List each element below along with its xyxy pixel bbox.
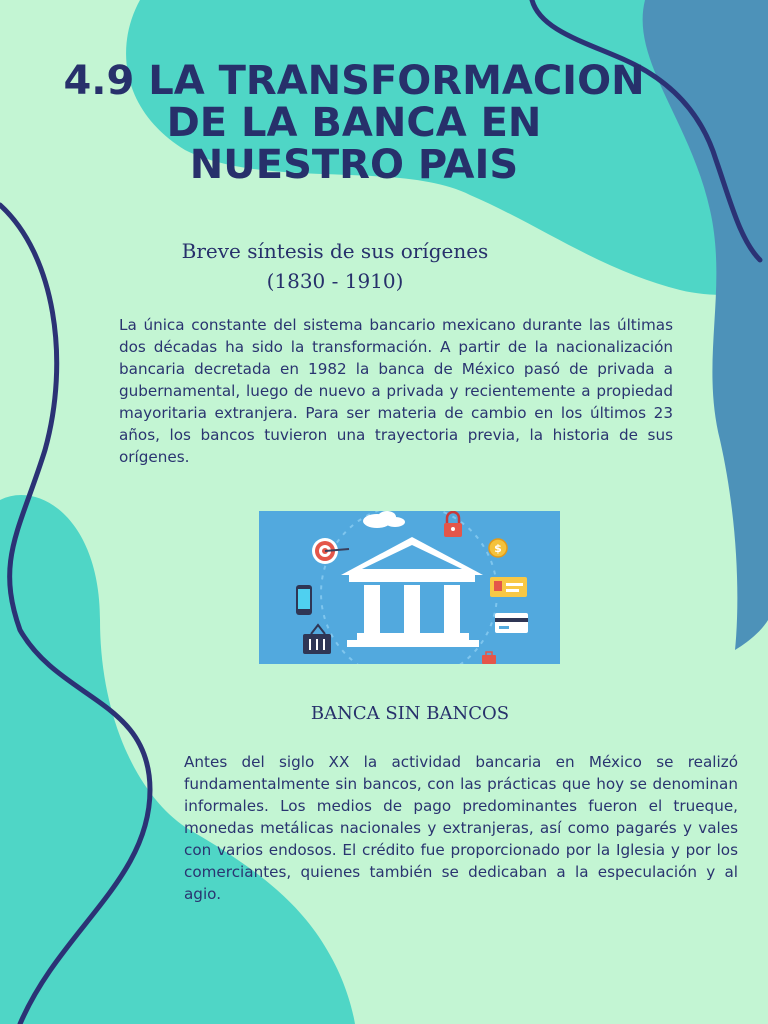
banking-illustration [259, 511, 560, 664]
section-heading: BANCA SIN BANCOS [310, 703, 510, 724]
credit-card-icon [495, 613, 528, 633]
smartphone-icon [296, 585, 312, 615]
intro-paragraph: La única constante del sistema bancario mexicano durante las últimas dos décadas ha sido la transformación. A partir de la nacionalización bancaria decretada en 1982 la banca de México pasó de privada a gubernamental, luego de nuevo a privada y recientemente a propiedad mayoritaria extranjera. Para ser materia de cambio en los últimos 23 años, los bancos tuvieron una trayectoria previa, la historia de sus orígenes. [119, 316, 673, 466]
section-paragraph: Antes del siglo XX la actividad bancaria en México se realizó fundamentalmente sin bancos, con las prácticas que hoy se denominan informales. Los medios de pago predominantes fueron el trueque, monedas metálicas nacionales y extranjeras, así como pagarés y vales con varios endosos. El crédito fue proporcionado por la Iglesia y por los comerciantes, quienes también se dedicaban a la especulación y al agio. [184, 753, 738, 903]
subtitle [120, 236, 550, 296]
subtitle-line-1: Breve síntesis de sus orígenes [181, 239, 489, 263]
page-title [0, 60, 708, 186]
subtitle-line-2: (1830 - 1910) [266, 269, 404, 293]
title-line-2: DE LA BANCA EN [166, 100, 542, 146]
title-line-1: 4.9 LA TRANSFORMACION [63, 58, 645, 104]
dollar-coin-icon [489, 539, 507, 557]
title-line-3: NUESTRO PAIS [189, 142, 519, 188]
svg-text:$: $ [494, 542, 502, 555]
id-card-icon [490, 577, 527, 597]
